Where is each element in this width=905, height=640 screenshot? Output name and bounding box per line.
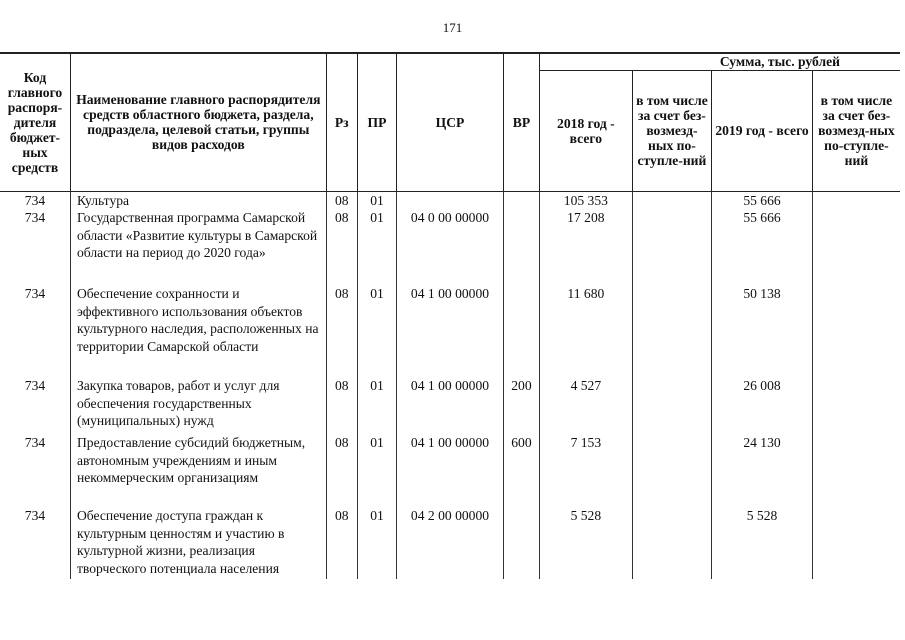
cell-vr: 600 bbox=[503, 434, 539, 507]
cell-code: 734 bbox=[24, 192, 46, 208]
header-sum: Сумма, тыс. рублей bbox=[540, 53, 900, 70]
cell-name: Обеспечение доступа граждан к культурным ценностям и участию в культурной жизни, реализация творческого потенциала населения bbox=[70, 507, 326, 579]
cell-vr bbox=[503, 507, 539, 579]
cell-2019: 50 138 bbox=[712, 285, 813, 377]
cell-pr: 01 bbox=[357, 434, 396, 507]
cell-2018: 17 208 bbox=[540, 209, 633, 285]
cell-code: 734 bbox=[24, 286, 46, 301]
cell-2018-free bbox=[632, 507, 712, 579]
cell-code: 734 bbox=[24, 210, 46, 225]
cell-2018-free bbox=[632, 285, 712, 377]
cell-rz: 08 bbox=[326, 507, 357, 579]
table-row bbox=[0, 377, 900, 434]
table-row bbox=[0, 434, 900, 507]
cell-csr: 04 1 00 00000 bbox=[397, 434, 504, 507]
cell-pr: 01 bbox=[357, 377, 396, 434]
cell-name: Обеспечение сохранности и эффективного использования объектов культурного наследия, расположенных на территории Самарской области bbox=[70, 285, 326, 377]
header-2019-free: в том числе за счет без-возмезд-ных по-ступле-ний bbox=[812, 70, 900, 191]
cell-name: Культура bbox=[70, 191, 326, 209]
cell-2018-free bbox=[632, 191, 712, 209]
cell-vr bbox=[503, 209, 539, 285]
cell-rz: 08 bbox=[326, 209, 357, 285]
table-row bbox=[0, 285, 900, 377]
cell-2019: 24 130 bbox=[712, 434, 813, 507]
cell-code: 734 bbox=[24, 435, 46, 450]
cell-name: Государственная программа Самарской области «Развитие культуры в Самарской области на период до 2020 года» bbox=[70, 209, 326, 285]
cell-2018: 11 680 bbox=[540, 285, 633, 377]
cell-code: 734 bbox=[24, 508, 46, 523]
cell-2019-free bbox=[812, 434, 900, 507]
cell-2019-free bbox=[812, 191, 900, 209]
cell-vr: 200 bbox=[503, 377, 539, 434]
header-code: Код главного распоря- дителя бюджет- ных средств bbox=[0, 53, 70, 191]
cell-2019-free bbox=[812, 507, 900, 579]
cell-2018: 4 527 bbox=[540, 377, 633, 434]
cell-csr: 04 2 00 00000 bbox=[397, 507, 504, 579]
header-2018-total: 2018 год - всего bbox=[540, 70, 633, 191]
cell-2018: 105 353 bbox=[540, 191, 633, 209]
cell-2019-free bbox=[812, 285, 900, 377]
cell-csr: 04 0 00 00000 bbox=[397, 209, 504, 285]
cell-2019-free bbox=[812, 209, 900, 285]
cell-csr: 04 1 00 00000 bbox=[397, 377, 504, 434]
header-vr: ВР bbox=[503, 53, 539, 191]
cell-rz: 08 bbox=[326, 434, 357, 507]
table-row bbox=[0, 507, 900, 579]
table-row bbox=[0, 191, 900, 209]
cell-code: 734 bbox=[24, 378, 46, 393]
cell-csr: 04 1 00 00000 bbox=[397, 285, 504, 377]
cell-2018-free bbox=[632, 434, 712, 507]
cell-2019: 55 666 bbox=[712, 191, 813, 209]
header-csr: ЦСР bbox=[397, 53, 504, 191]
header-name: Наименование главного распорядителя средств областного бюджета, раздела, подраздела, целевой статьи, группы видов расходов bbox=[70, 53, 326, 191]
cell-2018-free bbox=[632, 377, 712, 434]
cell-pr: 01 bbox=[357, 285, 396, 377]
header-pr: ПР bbox=[357, 53, 396, 191]
cell-name: Предоставление субсидий бюджетным, автономным учреждениям и иным некоммерческим организациям bbox=[70, 434, 326, 507]
table-body bbox=[0, 191, 900, 579]
cell-vr bbox=[503, 285, 539, 377]
budget-table bbox=[0, 52, 900, 579]
cell-rz: 08 bbox=[326, 285, 357, 377]
cell-pr: 01 bbox=[357, 507, 396, 579]
cell-2019-free bbox=[812, 377, 900, 434]
table-header bbox=[0, 53, 900, 191]
header-rz: Рз bbox=[326, 53, 357, 191]
cell-2019: 55 666 bbox=[712, 209, 813, 285]
cell-2018: 7 153 bbox=[540, 434, 633, 507]
cell-name: Закупка товаров, работ и услуг для обеспечения государственных (муниципальных) нужд bbox=[70, 377, 326, 434]
header-2019-total: 2019 год - всего bbox=[712, 70, 813, 191]
cell-vr bbox=[503, 191, 539, 209]
cell-rz: 08 bbox=[326, 191, 357, 209]
page-number: 171 bbox=[442, 20, 463, 35]
cell-2018: 5 528 bbox=[540, 507, 633, 579]
cell-2019: 5 528 bbox=[712, 507, 813, 579]
cell-pr: 01 bbox=[357, 191, 396, 209]
cell-csr bbox=[397, 191, 504, 209]
cell-rz: 08 bbox=[326, 377, 357, 434]
cell-2019: 26 008 bbox=[712, 377, 813, 434]
cell-pr: 01 bbox=[357, 209, 396, 285]
header-2018-free: в том числе за счет без-возмезд-ных по-ступле-ний bbox=[632, 70, 712, 191]
table-row bbox=[0, 209, 900, 285]
cell-2018-free bbox=[632, 209, 712, 285]
